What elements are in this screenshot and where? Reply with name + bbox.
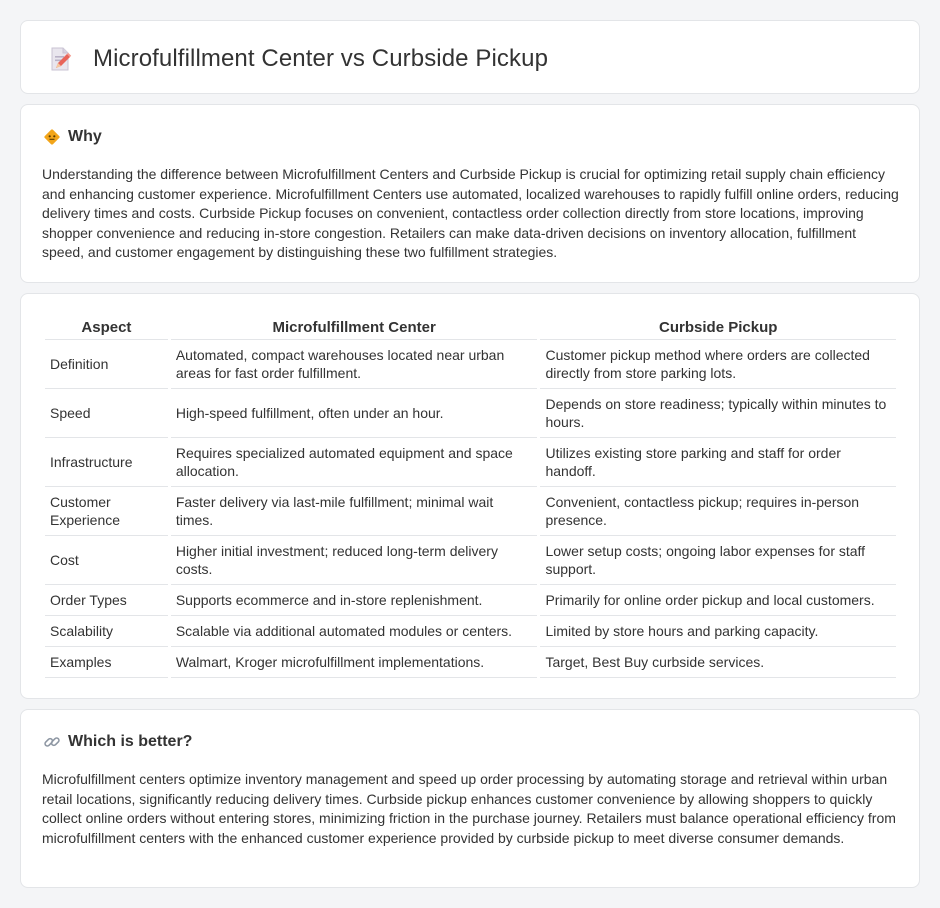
row-microfulfillment: Walmart, Kroger microfulfillment implementations. (171, 647, 538, 678)
better-title: Which is better? (68, 733, 193, 750)
row-microfulfillment: Higher initial investment; reduced long-term delivery costs. (171, 536, 538, 585)
table-row (45, 340, 896, 389)
title-card (20, 20, 920, 94)
table-row (45, 438, 896, 487)
row-aspect: Cost (45, 536, 168, 585)
better-heading (43, 733, 192, 751)
link-icon (43, 733, 61, 751)
row-aspect: Examples (45, 647, 168, 678)
row-aspect: Customer Experience (45, 487, 168, 536)
row-curbside: Lower setup costs; ongoing labor expenses for staff support. (540, 536, 896, 585)
row-aspect: Order Types (45, 585, 168, 616)
row-microfulfillment: Scalable via additional automated modules or centers. (171, 616, 538, 647)
table-row (45, 536, 896, 585)
row-aspect: Scalability (45, 616, 168, 647)
title-row (47, 45, 548, 73)
row-microfulfillment: High-speed fulfillment, often under an hour. (171, 389, 538, 438)
row-curbside: Limited by store hours and parking capacity. (540, 616, 896, 647)
row-aspect: Definition (45, 340, 168, 389)
table-row (45, 585, 896, 616)
table-row (45, 487, 896, 536)
row-microfulfillment: Faster delivery via last-mile fulfillment; minimal wait times. (171, 487, 538, 536)
header-microfulfillment: Microfulfillment Center (171, 316, 538, 340)
row-curbside: Depends on store readiness; typically within minutes to hours. (540, 389, 896, 438)
row-aspect: Speed (45, 389, 168, 438)
row-curbside: Convenient, contactless pickup; requires in-person presence. (540, 487, 896, 536)
comparison-table-card (20, 293, 920, 699)
why-title: Why (68, 128, 102, 145)
comparison-table (42, 316, 899, 678)
hazard-sign-icon (43, 128, 61, 146)
row-curbside: Utilizes existing store parking and staff for order handoff. (540, 438, 896, 487)
row-microfulfillment: Supports ecommerce and in-store replenishment. (171, 585, 538, 616)
header-curbside: Curbside Pickup (540, 316, 896, 340)
document-pencil-icon (47, 46, 73, 72)
row-curbside: Primarily for online order pickup and local customers. (540, 585, 896, 616)
header-aspect: Aspect (45, 316, 168, 340)
which-is-better-section (20, 709, 920, 888)
table-header-row (45, 316, 896, 340)
row-aspect: Infrastructure (45, 438, 168, 487)
why-body: Understanding the difference between Microfulfillment Centers and Curbside Pickup is crucial for optimizing retail supply chain efficiency and enhancing customer experience. Microfulfillment Centers use automated, localized warehouses to rapidly fulfill online orders, reducing delivery times and costs. Curbside Pickup focuses on convenient, contactless order collection directly from store locations, improving shopper convenience and reducing in-store congestion. Retailers can make data-driven decisions on inventory allocation, fulfillment speed, and customer engagement by distinguishing these two fulfillment strategies. (42, 166, 899, 261)
row-microfulfillment: Automated, compact warehouses located near urban areas for fast order fulfillment. (171, 340, 538, 389)
row-curbside: Customer pickup method where orders are collected directly from store parking lots. (540, 340, 896, 389)
why-heading (43, 128, 102, 146)
why-section (20, 104, 920, 283)
better-body: Microfulfillment centers optimize inventory management and speed up order processing by automating storage and retrieval within urban retail locations, significantly reducing delivery times. Curbside pickup enhances customer convenience by allowing shoppers to quickly collect online orders without entering stores, minimizing friction in the purchase journey. Retailers must balance operational efficiency from microfulfillment centers with the enhanced customer experience provided by curbside pickup to meet diverse consumer demands. (42, 771, 896, 846)
row-microfulfillment: Requires specialized automated equipment and space allocation. (171, 438, 538, 487)
table-row (45, 647, 896, 678)
page-title: Microfulfillment Center vs Curbside Pickup (93, 45, 549, 72)
table-row (45, 389, 896, 438)
row-curbside: Target, Best Buy curbside services. (540, 647, 896, 678)
table-row (45, 616, 896, 647)
